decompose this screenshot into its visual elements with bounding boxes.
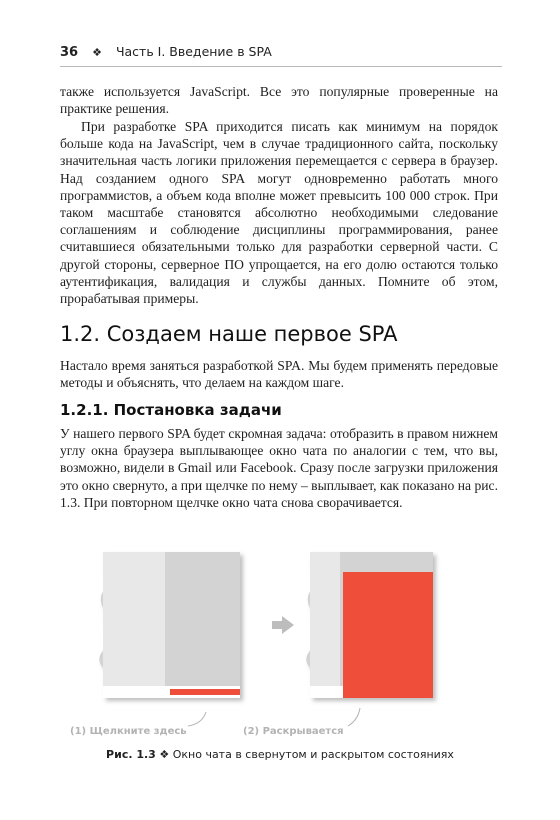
header-separator: ❖ — [92, 46, 102, 59]
header-rule — [60, 66, 502, 67]
figure-chat-window — [60, 548, 500, 743]
paragraph-continuation: также используется JavaScript. Все это популярные проверенные на практике решения. — [60, 84, 498, 117]
running-header — [60, 44, 500, 60]
figure-caption — [60, 748, 500, 761]
label-expands: (2) Раскрывается — [243, 726, 344, 737]
browser-window-expanded — [306, 552, 433, 698]
caption-number: Рис. 1.3 — [106, 748, 156, 761]
figure-illustration — [60, 548, 500, 743]
caption-text: Окно чата в свернутом и раскрытом состояниях — [172, 748, 454, 761]
subsection-heading: 1.2.1. Постановка задачи — [60, 401, 282, 419]
chat-expanded — [343, 572, 433, 698]
section-intro: Настало время заняться разработкой SPA. Мы будем применять передовые методы и объяснять, что делаем на каждом шаге. — [60, 358, 498, 391]
label-click-here: (1) Щелкните здесь — [70, 726, 187, 737]
header-section-title: Часть I. Введение в SPA — [115, 44, 272, 59]
chat-collapsed — [170, 689, 240, 695]
arrow-icon — [272, 616, 294, 634]
section-heading: 1.2. Создаем наше первое SPA — [60, 322, 398, 346]
caption-separator: ❖ — [159, 748, 170, 761]
page-number: 36 — [60, 45, 79, 60]
paragraph-spa-development: При разработке SPA приходится писать как минимум на порядок больше кода на JavaScript, чем в случае традиционного сайта, поскольку значительная часть логики приложения перемещается с сервера в браузер. Над созданием одного SPA могут одновременно работать много программистов, а объем кода вполне может превысить 100 000 строк. При таком масштабе становятся абсолютно необходимыми следование соглашениям и соблюдение дисциплины программирования, ранее считавшиеся обязательными только для разработки серверной части. С другой стороны, серверное ПО упрощается, на его долю остаются только аутентификация, валидация и службы данных. Помните об этом, прорабатывая примеры. — [60, 119, 498, 307]
subsection-text: У нашего первого SPA будет скромная задача: отобразить в правом нижнем углу окна браузера выплывающее окно чата по аналогии с тем, что вы, возможно, видели в Gmail или Facebook. Сразу после загрузки приложения это окно свернуто, а при щелчке по нему – выплывает, как показано на рис. 1.3. При повторном щелчке окно чата снова сворачивается. — [60, 426, 498, 510]
browser-window-collapsed — [99, 552, 240, 698]
